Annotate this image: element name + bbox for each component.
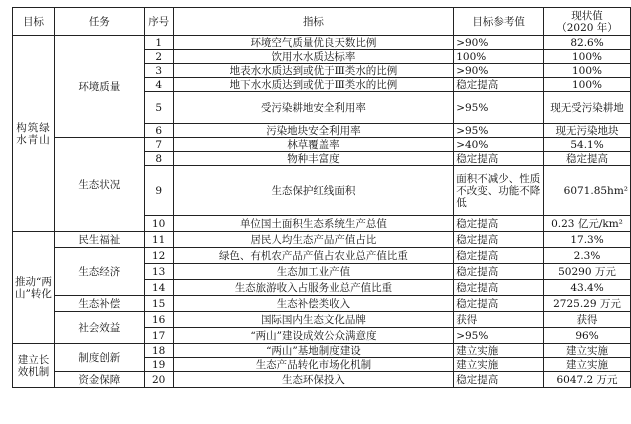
indicator-table — [12, 7, 631, 388]
status-cell: 100% — [544, 64, 631, 78]
indicator-cell: 受污染耕地安全利用率 — [173, 92, 454, 124]
target-cell: >95% — [454, 328, 544, 344]
row-number: 19 — [144, 358, 173, 372]
target-cell: 稳定提高 — [454, 296, 544, 312]
row-number: 5 — [144, 92, 173, 124]
indicator-cell: 国际国内生态文化品牌 — [173, 312, 454, 328]
task-cell: 生态状况 — [54, 138, 144, 232]
header-goal: 目标 — [13, 8, 55, 36]
target-cell: 面积不减少、性质不改变、功能不降低 — [454, 166, 544, 216]
status-cell: 82.6% — [544, 36, 631, 50]
status-cell: 100% — [544, 78, 631, 92]
indicator-cell: 绿色、有机农产品产值占农业总产值比重 — [173, 248, 454, 264]
target-cell: 稳定提高 — [454, 248, 544, 264]
target-cell: 稳定提高 — [454, 78, 544, 92]
indicator-cell: 生态环保投入 — [173, 372, 454, 388]
table-row — [13, 344, 631, 358]
header-status-line1: 现状值 — [571, 9, 603, 22]
status-cell: 建立实施 — [544, 358, 631, 372]
header-no: 序号 — [144, 8, 173, 36]
indicator-cell: 生态加工业产值 — [173, 264, 454, 280]
row-number: 8 — [144, 152, 173, 166]
target-cell: 建立实施 — [454, 358, 544, 372]
status-cell: 43.4% — [544, 280, 631, 296]
header-status-line2: （2020 年） — [556, 21, 618, 34]
target-cell: 获得 — [454, 312, 544, 328]
indicator-cell: 物种丰富度 — [173, 152, 454, 166]
status-cell: 2725.29 万元 — [544, 296, 631, 312]
row-number: 15 — [144, 296, 173, 312]
target-cell: 建立实施 — [454, 344, 544, 358]
indicator-cell: 生态补偿类收入 — [173, 296, 454, 312]
group-cell: 构筑绿水青山 — [13, 36, 55, 232]
status-cell: 获得 — [544, 312, 631, 328]
row-number: 1 — [144, 36, 173, 50]
status-cell: 0.23 亿元/km² — [544, 216, 631, 232]
row-number: 9 — [144, 166, 173, 216]
target-cell: 稳定提高 — [454, 280, 544, 296]
header-target: 目标参考值 — [454, 8, 544, 36]
target-cell: 100% — [454, 50, 544, 64]
row-number: 12 — [144, 248, 173, 264]
table-row — [13, 138, 631, 152]
indicator-cell: 地表水水质达到或优于Ⅲ类水的比例 — [173, 64, 454, 78]
row-number: 4 — [144, 78, 173, 92]
target-cell: 稳定提高 — [454, 216, 544, 232]
indicator-cell: 地下水水质达到或优于Ⅲ类水的比例 — [173, 78, 454, 92]
target-cell: 稳定提高 — [454, 232, 544, 248]
status-cell: 6047.2 万元 — [544, 372, 631, 388]
target-cell: >90% — [454, 64, 544, 78]
indicator-cell: “两山”建设成效公众满意度 — [173, 328, 454, 344]
group-cell: 建立长效机制 — [13, 344, 55, 388]
indicator-cell: 居民人均生态产品产值占比 — [173, 232, 454, 248]
status-cell: 17.3% — [544, 232, 631, 248]
target-cell: 稳定提高 — [454, 152, 544, 166]
row-number: 14 — [144, 280, 173, 296]
table-row — [13, 232, 631, 248]
task-cell: 生态经济 — [54, 248, 144, 296]
status-cell: 2.3% — [544, 248, 631, 264]
target-cell: >40% — [454, 138, 544, 152]
status-cell: 96% — [544, 328, 631, 344]
row-number: 16 — [144, 312, 173, 328]
indicator-cell: 生态产品转化市场化机制 — [173, 358, 454, 372]
row-number: 17 — [144, 328, 173, 344]
table-row — [13, 248, 631, 264]
row-number: 13 — [144, 264, 173, 280]
row-number: 3 — [144, 64, 173, 78]
indicator-cell: 污染地块安全利用率 — [173, 124, 454, 138]
task-cell: 社会效益 — [54, 312, 144, 344]
indicator-cell: 饮用水水质达标率 — [173, 50, 454, 64]
indicator-cell: “两山”基地制度建设 — [173, 344, 454, 358]
target-cell: >95% — [454, 124, 544, 138]
header-task: 任务 — [54, 8, 144, 36]
task-cell: 民生福祉 — [54, 232, 144, 248]
status-cell: 50290 万元 — [544, 264, 631, 280]
task-cell: 制度创新 — [54, 344, 144, 372]
task-cell: 资金保障 — [54, 372, 144, 388]
group-cell: 推动“两山”转化 — [13, 232, 55, 344]
status-cell: 54.1% — [544, 138, 631, 152]
table-row — [13, 36, 631, 50]
status-cell: 稳定提高 — [544, 152, 631, 166]
indicator-document — [12, 7, 631, 388]
indicator-cell: 生态旅游收入占服务业总产值比重 — [173, 280, 454, 296]
table-row — [13, 372, 631, 388]
row-number: 18 — [144, 344, 173, 358]
target-cell: 稳定提高 — [454, 372, 544, 388]
status-cell: 100% — [544, 50, 631, 64]
status-cell: 现无受污染耕地 — [544, 92, 631, 124]
row-number: 2 — [144, 50, 173, 64]
header-status — [544, 8, 631, 36]
header-row — [13, 8, 631, 36]
target-cell: >90% — [454, 36, 544, 50]
indicator-cell: 环境空气质量优良天数比例 — [173, 36, 454, 50]
indicator-cell: 单位国土面积生态系统生产总值 — [173, 216, 454, 232]
row-number: 6 — [144, 124, 173, 138]
status-cell: 建立实施 — [544, 344, 631, 358]
target-cell: 稳定提高 — [454, 264, 544, 280]
status-cell: 6071.85hm² — [544, 166, 631, 216]
row-number: 10 — [144, 216, 173, 232]
task-cell: 生态补偿 — [54, 296, 144, 312]
task-cell: 环境质量 — [54, 36, 144, 138]
target-cell: >95% — [454, 92, 544, 124]
indicator-cell: 生态保护红线面积 — [173, 166, 454, 216]
row-number: 11 — [144, 232, 173, 248]
row-number: 7 — [144, 138, 173, 152]
table-row — [13, 312, 631, 328]
row-number: 20 — [144, 372, 173, 388]
indicator-cell: 林草覆盖率 — [173, 138, 454, 152]
header-indicator: 指标 — [173, 8, 454, 36]
table-row — [13, 296, 631, 312]
status-cell: 现无污染地块 — [544, 124, 631, 138]
